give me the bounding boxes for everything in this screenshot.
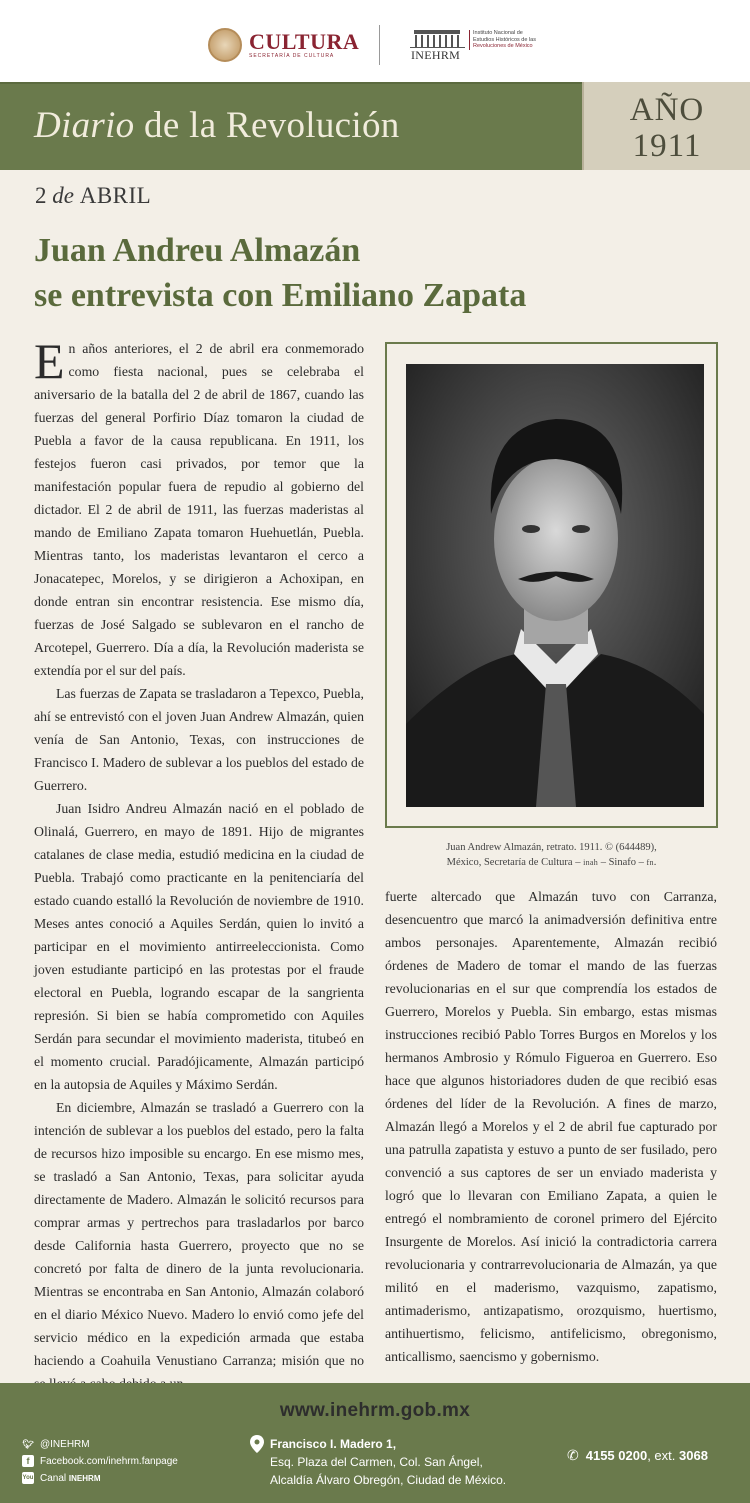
article-paragraph: Las fuerzas de Zapata se trasladaron a Tepexco, Puebla, ahí se entrevistó con el joven Juan Andrew Almazán, quien venía de San Antonio, Texas, con instrucciones de Francisco I. Madero de sublevar a los pueblos del estado de Guerrero. bbox=[34, 686, 364, 793]
portrait-photo[interactable] bbox=[406, 364, 704, 807]
twitter-link[interactable]: 🐦︎ @INEHRM bbox=[22, 1438, 90, 1450]
twitter-icon: 🐦︎ bbox=[22, 1438, 34, 1449]
date-line: 2 de ABRIL bbox=[35, 183, 152, 208]
year-label: AÑO bbox=[629, 92, 705, 128]
location-pin-icon bbox=[250, 1435, 264, 1453]
cultura-logo[interactable] bbox=[208, 24, 359, 66]
facebook-link[interactable]: f Facebook.com/inehrm.fanpage bbox=[22, 1455, 178, 1467]
inehrm-logo[interactable] bbox=[410, 30, 536, 60]
footer bbox=[0, 1383, 750, 1503]
article-column-left bbox=[34, 333, 364, 1395]
banner-title: Diario de la Revolución bbox=[34, 105, 400, 146]
inehrm-description: Instituto Nacional de Estudios Históricos de las Revoluciones de México bbox=[469, 30, 536, 50]
building-icon bbox=[410, 30, 465, 60]
logo-divider bbox=[379, 25, 380, 65]
headline: Juan Andreu Almazán se entrevista con Emiliano Zapata bbox=[34, 232, 527, 314]
youtube-link[interactable]: You Canal INEHRM bbox=[22, 1472, 101, 1484]
cultura-wordmark: CULTURA bbox=[249, 29, 360, 54]
facebook-icon: f bbox=[22, 1455, 34, 1467]
year-box bbox=[582, 82, 750, 170]
drop-cap: E bbox=[34, 333, 65, 389]
photo-frame bbox=[385, 342, 718, 828]
article-paragraph: Juan Isidro Andreu Almazán nació en el poblado de Olinalá, Guerrero, en mayo de 1891. Hijo de migrantes catalanes de clase media, estudió medicina en la ciudad de Puebla. Trabajó como practicante en la penitenciaría del estado cuando estalló la Revolución de noviembre de 1910. Meses antes conoció a Aquiles Serdán, quien lo invitó a participar en el movimiento antirreeleccionista. Como joven estudiante participó en las protestas por el fraude electoral en Puebla, logrando escapar de la sangrienta represión. Si bien se había comprometido con Aquiles Serdán para secundar el movimiento maderista, titubeó en el momento crucial. Paradójicamente, Almazán participó en la autopsia de Aquiles y Máximo Serdán. bbox=[34, 801, 364, 1092]
photo-caption: Juan Andrew Almazán, retrato. 1911. © (644489), México, Secretaría de Cultura – inah – Sinafo – fn. bbox=[446, 842, 657, 868]
year-value: 1911 bbox=[632, 128, 702, 164]
cultura-subtitle: SECRETARÍA DE CULTURA bbox=[249, 53, 335, 59]
article-column-right bbox=[385, 885, 717, 1368]
phone-number[interactable]: ✆ 4155 0200 , ext. 3068 bbox=[567, 1447, 708, 1463]
mexico-seal-icon bbox=[208, 28, 242, 62]
youtube-icon: You bbox=[22, 1472, 34, 1484]
article-paragraph: En años anteriores, el 2 de abril era conmemorado como fiesta nacional, pues se celebraba el aniversario de la batalla del 2 de abril de 1867, cuando las fuerzas del general Porfirio Díaz tomaron la ciudad de Puebla a favor de la causa republicana. En 1911, los festejos fueron casi privados, por temor que la manifestación popular fuera de repudio al gobierno del dictador. El 2 de abril de 1911, las fuerzas maderistas al mando de Emiliano Zapata tomaron Huehuetlán, Puebla. Mientras tanto, los maderistas levantaron el cerco a Jonacatepec, Morelos, y se dirigieron a Achoxipan, en donde entran sin encontrar resistencia. Ese mismo día, fuerzas de José Salgado se sublevaron en el rancho de Arcotepel, Guerrero. Día a día, la Revolución maderista se extendía por el sur del país. bbox=[34, 333, 364, 678]
article-paragraph: fuerte altercado que Almazán tuvo con Carranza, desencuentro que marcó la animadversión definitiva entre ambos personajes. Aparentemente, Almazán recibió órdenes de Madero de tomar el mando de las fuerzas revolucionarias en el sur que comprendía los estados de Guerrero, Morelos y Puebla. Sin embargo, estas mismas instrucciones recibió Pablo Torres Burgos en Morelos y los hermanos Ambrosio y Rómulo Figueroa en Guerrero. Eso hace que algunos historiadores duden de que recibió esas órdenes del líder de la Revolución. A fines de marzo, Almazán llegó a Morelos y el 2 de abril fue capturado por una patrulla zapatista y estuvo a punto de ser fusilado, pero convenció a sus captores de ser un enviado maderista y logró que lo llevaran con Emiliano Zapata, a quien le entregó el nombramiento de coronel primero del Ejército Insurgente de Morelos. Así inició la contradictoria carrera revolucionaria y contrarrevolucionaria de Almazán, ya que militó en el maderismo, vazquismo, zapatismo, antimaderismo, antizapatismo, orozquismo, huertismo, antihuertismo, felicismo, antifelicismo, obregonismo, anticallismo, saencismo y gobernismo. bbox=[385, 889, 717, 1364]
inehrm-wordmark: INEHRM bbox=[411, 48, 461, 62]
top-logo-bar bbox=[0, 0, 750, 82]
article-paragraph: En diciembre, Almazán se trasladó a Guerrero con la intención de sublevar a los pueblos del estado, pero la falta de recursos hizo imposible su encargo. En ese mismo mes, se trasladó a San Antonio, Texas, para solicitar ayuda directamente de Madero. Almazán le solicitó recursos para comprar armas y pertrechos para trasladarlos por barco desde California hasta Guerrero, proyecto que no se concretó por falta de dinero de la junta revolucionaria. Mientras se encontraba en San Antonio, Almazán colaboró en el diario México Nuevo. Madero lo envió como jefe del servicio médico en la expedición armada que estaba haciendo a Coahuila Venustiano Carranza; misión que no bbox=[34, 1100, 364, 1368]
phone-icon: ✆ bbox=[567, 1447, 579, 1463]
website-link[interactable]: www.inehrm.gob.mx bbox=[279, 1400, 471, 1421]
address: Francisco I. Madero 1, Esq. Plaza del Carmen, Col. San Ángel, Alcaldía Álvaro Obregón, Ciudad de México. bbox=[250, 1435, 506, 1489]
